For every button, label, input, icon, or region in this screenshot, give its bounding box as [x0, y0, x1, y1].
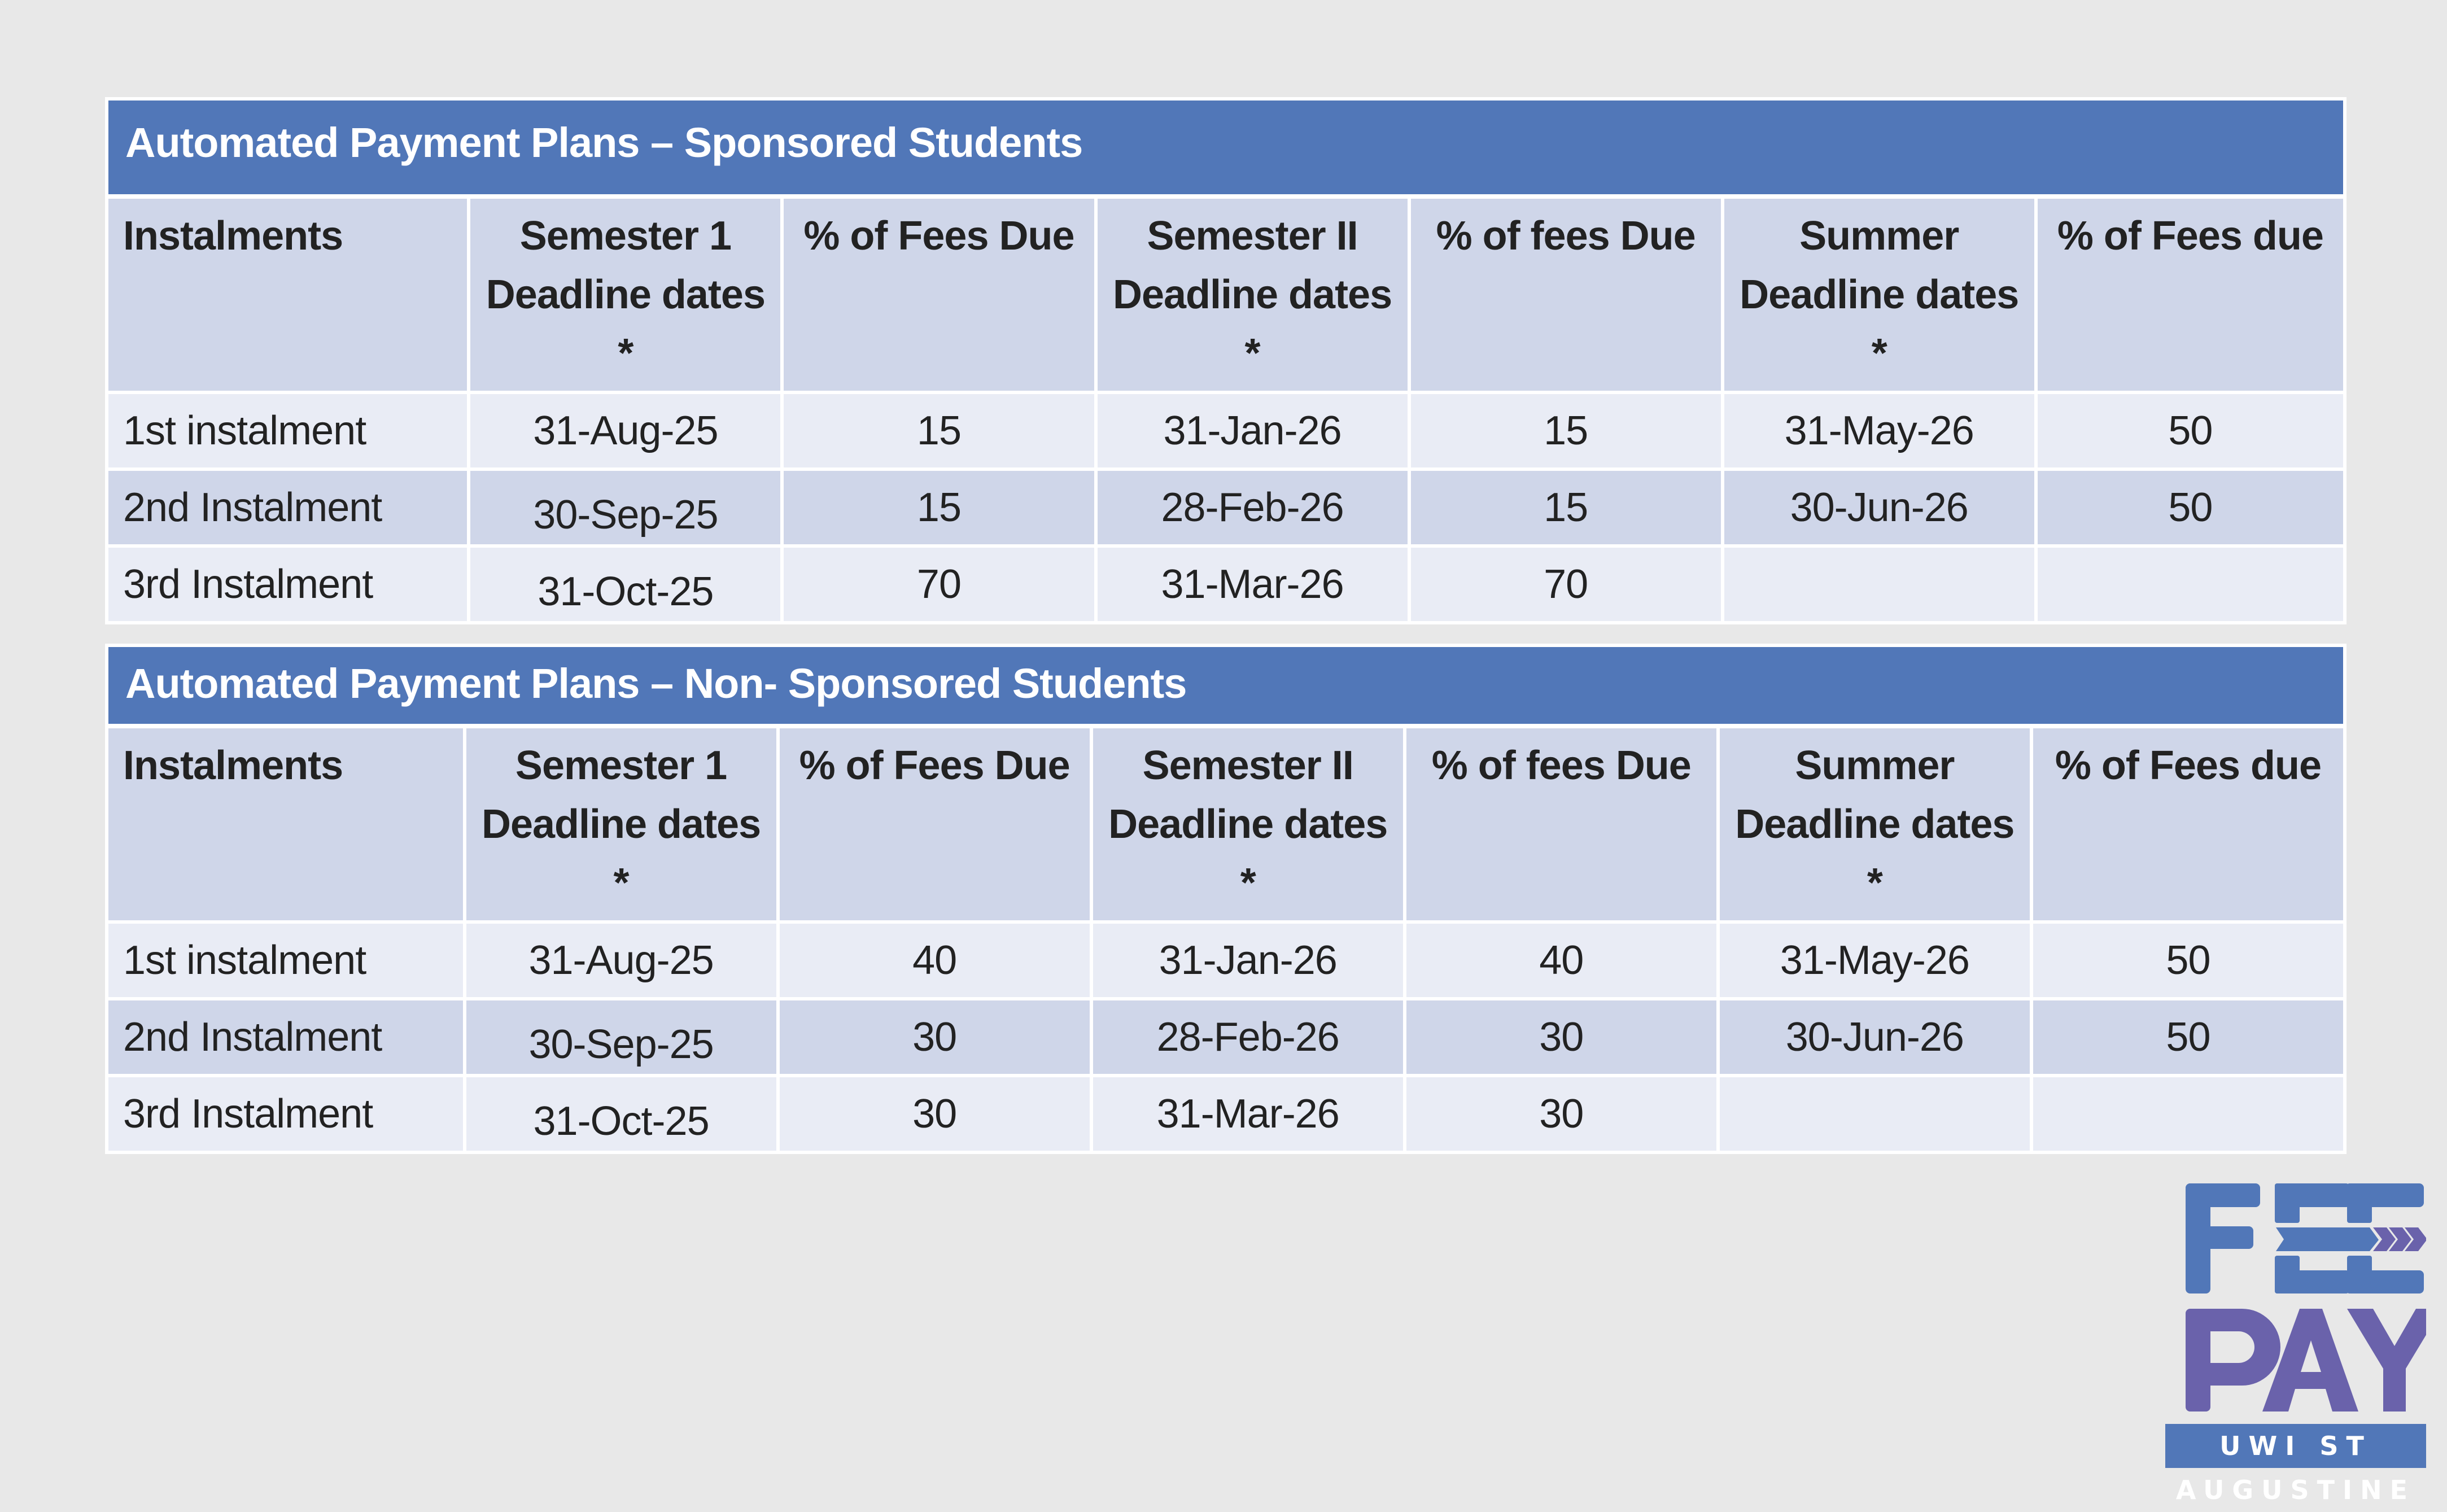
- summer-percent: 50: [2038, 467, 2343, 544]
- sem1-deadline: 31-Oct-25: [466, 1074, 776, 1151]
- summer-percent: [2033, 1074, 2343, 1151]
- logo-letter-y: [2347, 1309, 2426, 1412]
- sem1-percent: 70: [784, 544, 1094, 621]
- instalment-label: 2nd Instalment: [108, 997, 463, 1074]
- summer-percent: 50: [2033, 920, 2343, 997]
- column-header-summer-percent: % of Fees due: [2033, 728, 2343, 920]
- arrow-chevrons-icon: [2276, 1227, 2426, 1251]
- column-header-sem2-percent: % of fees Due: [1411, 199, 1721, 391]
- table-row: [108, 997, 2343, 1074]
- feepay-logo: [2165, 1169, 2426, 1505]
- plan-title: Automated Payment Plans – Non- Sponsored Students: [108, 647, 2343, 724]
- instalment-label: 2nd Instalment: [108, 467, 467, 544]
- column-header-sem1-deadline: Semester 1 Deadline dates *: [470, 199, 780, 391]
- sem2-percent: 15: [1411, 467, 1721, 544]
- table-header-row: [108, 199, 2343, 391]
- summer-deadline: [1720, 1074, 2030, 1151]
- sem2-deadline: 31-Mar-26: [1093, 1074, 1403, 1151]
- column-header-sem2-percent: % of fees Due: [1406, 728, 1716, 920]
- summer-percent: [2038, 544, 2343, 621]
- sem2-deadline: 28-Feb-26: [1093, 997, 1403, 1074]
- sem2-percent: 40: [1406, 920, 1716, 997]
- summer-deadline: [1724, 544, 2034, 621]
- instalment-label: 1st instalment: [108, 920, 463, 997]
- summer-deadline: 30-Jun-26: [1720, 997, 2030, 1074]
- sem2-percent: 70: [1411, 544, 1721, 621]
- column-header-sem2-deadline: Semester II Deadline dates *: [1093, 728, 1403, 920]
- sem2-percent: 15: [1411, 391, 1721, 467]
- sem1-deadline: 30-Sep-25: [470, 467, 780, 544]
- instalment-label: 3rd Instalment: [108, 544, 467, 621]
- sem2-deadline: 31-Jan-26: [1093, 920, 1403, 997]
- plan-title: Automated Payment Plans – Sponsored Students: [108, 100, 2343, 194]
- instalment-label: 3rd Instalment: [108, 1074, 463, 1151]
- sem2-deadline: 28-Feb-26: [1098, 467, 1408, 544]
- table-row: [108, 467, 2343, 544]
- sem2-deadline: 31-Mar-26: [1098, 544, 1408, 621]
- table-row: [108, 920, 2343, 997]
- payment-plan-non-sponsored: [105, 644, 2347, 1154]
- column-header-sem1-percent: % of Fees Due: [780, 728, 1090, 920]
- summer-deadline: 31-May-26: [1720, 920, 2030, 997]
- table-header-row: [108, 728, 2343, 920]
- logo-tagline: UWI ST AUGUSTINE: [2165, 1424, 2426, 1468]
- sem1-percent: 30: [780, 1074, 1090, 1151]
- column-header-summer-deadline: Summer Deadline dates *: [1720, 728, 2030, 920]
- sem2-percent: 30: [1406, 997, 1716, 1074]
- sem1-deadline: 30-Sep-25: [466, 997, 776, 1074]
- summer-percent: 50: [2038, 391, 2343, 467]
- table-row: [108, 544, 2343, 621]
- column-header-sem1-percent: % of Fees Due: [784, 199, 1094, 391]
- summer-percent: 50: [2033, 997, 2343, 1074]
- table-row: [108, 391, 2343, 467]
- plan-table: [105, 199, 2347, 621]
- column-header-instalments: Instalments: [108, 728, 463, 920]
- sem1-deadline: 31-Aug-25: [466, 920, 776, 997]
- summer-deadline: 31-May-26: [1724, 391, 2034, 467]
- column-header-summer-percent: % of Fees due: [2038, 199, 2343, 391]
- table-row: [108, 1074, 2343, 1151]
- sem1-deadline: 31-Aug-25: [470, 391, 780, 467]
- feepay-logo-mark: [2165, 1169, 2426, 1423]
- sem1-percent: 40: [780, 920, 1090, 997]
- logo-letter-f: [2186, 1183, 2260, 1293]
- sem1-deadline: 31-Oct-25: [470, 544, 780, 621]
- summer-deadline: 30-Jun-26: [1724, 467, 2034, 544]
- column-header-instalments: Instalments: [108, 199, 467, 391]
- sem1-percent: 30: [780, 997, 1090, 1074]
- plan-table: [105, 728, 2347, 1151]
- sem2-percent: 30: [1406, 1074, 1716, 1151]
- logo-letter-p: [2186, 1309, 2280, 1412]
- instalment-label: 1st instalment: [108, 391, 467, 467]
- sem1-percent: 15: [784, 391, 1094, 467]
- column-header-sem1-deadline: Semester 1 Deadline dates *: [466, 728, 776, 920]
- sem1-percent: 15: [784, 467, 1094, 544]
- payment-plan-sponsored: [105, 97, 2347, 624]
- column-header-summer-deadline: Summer Deadline dates *: [1724, 199, 2034, 391]
- sem2-deadline: 31-Jan-26: [1098, 391, 1408, 467]
- column-header-sem2-deadline: Semester II Deadline dates *: [1098, 199, 1408, 391]
